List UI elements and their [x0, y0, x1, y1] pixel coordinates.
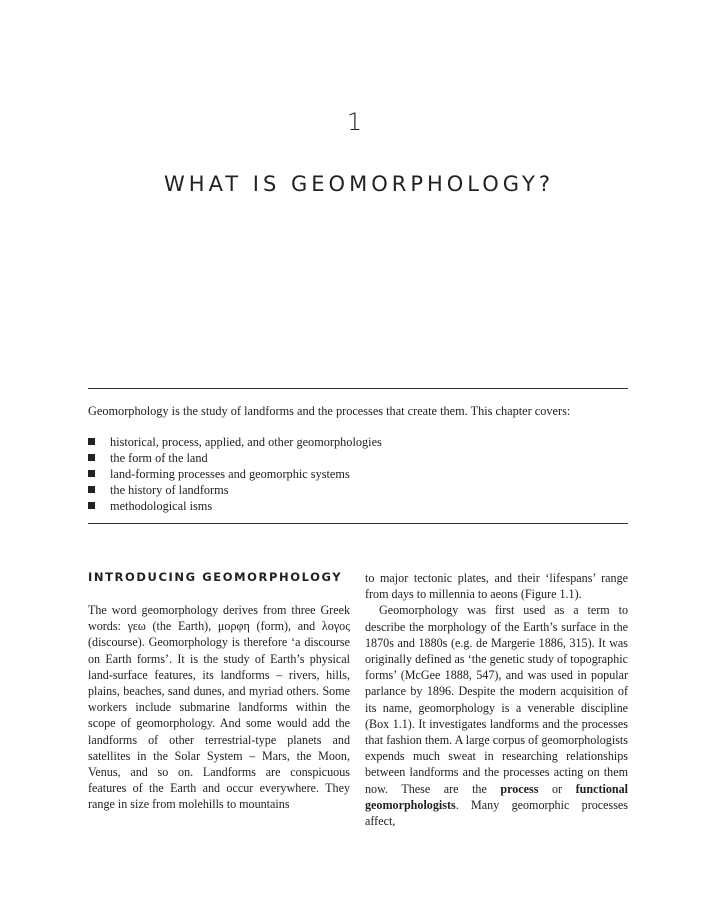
list-item-text: the form of the land — [110, 451, 208, 465]
paragraph-text: Geomorphology was first used as a term to describe the morphology of the Earth’s surface in the 1870s and 1880s (e.g. de Margerie 1886, 315). It was originally defined as ‘the genetic study of topographic forms’ (McGee 1888, 547), and was used in popular parlance by 1896. Despite the modern acquisition of its name, geomorphology is a venerable discipline (Box 1.1). It investigates landforms and the processes that fashion them. A large corpus of geomorphologists expends much sweat in researching relationships between landforms and the processes acting on them now. These are the — [365, 603, 628, 796]
list-item-text: historical, process, applied, and other geomorphologies — [110, 435, 382, 449]
body-paragraph — [365, 602, 628, 829]
square-bullet-icon — [88, 438, 95, 445]
section-heading: INTRODUCING GEOMORPHOLOGY — [88, 570, 343, 584]
list-item-text: land-forming processes and geomorphic systems — [110, 467, 350, 481]
body-paragraph: The word geomorphology derives from three Greek words: γεω (the Earth), μορφη (form), and λογος (discourse). Geomorphology is therefore ‘a discourse on Earth forms’. It is the study of Earth’s physical land-surface features, its landforms – rivers, hills, plains, beaches, sand dunes, and myriad others. Some workers include submarine landforms within the scope of geomorphology. And some would add the landforms of other terrestrial-type planets and satellites in the Solar System – Mars, the Moon, Venus, and so on. Landforms are conspicuous features of the Earth and occur everywhere. They range in size from molehills to mountains — [88, 603, 350, 812]
left-column — [88, 602, 350, 813]
chapter-summary-list — [88, 434, 628, 514]
square-bullet-icon — [88, 486, 95, 493]
paragraph-text: . Many geomorphic processes affect, — [365, 797, 628, 829]
paragraph-text: or — [538, 781, 576, 796]
bold-term-functional-geomorphologists: functional geomorphologists — [365, 781, 629, 812]
list-item — [88, 466, 628, 482]
list-item — [88, 498, 628, 514]
bold-term-process: process — [500, 781, 539, 796]
square-bullet-icon — [88, 502, 95, 509]
summary-top-rule — [88, 388, 628, 389]
square-bullet-icon — [88, 454, 95, 461]
list-item-text: the history of landforms — [110, 483, 229, 497]
square-bullet-icon — [88, 470, 95, 477]
chapter-summary-intro: Geomorphology is the study of landforms and the processes that create them. This chapter covers: — [88, 404, 571, 418]
chapter-title: WHAT IS GEOMORPHOLOGY? — [164, 172, 554, 196]
list-item-text: methodological isms — [110, 499, 213, 513]
list-item — [88, 482, 628, 498]
body-paragraph-continuation: to major tectonic plates, and their ‘lifespans’ range from days to millennia to aeons (Figure 1.1). — [365, 571, 628, 602]
list-item — [88, 450, 628, 466]
chapter-number: 1 — [346, 108, 364, 136]
list-item — [88, 434, 628, 450]
right-column — [365, 570, 628, 829]
summary-bottom-rule — [88, 523, 628, 524]
